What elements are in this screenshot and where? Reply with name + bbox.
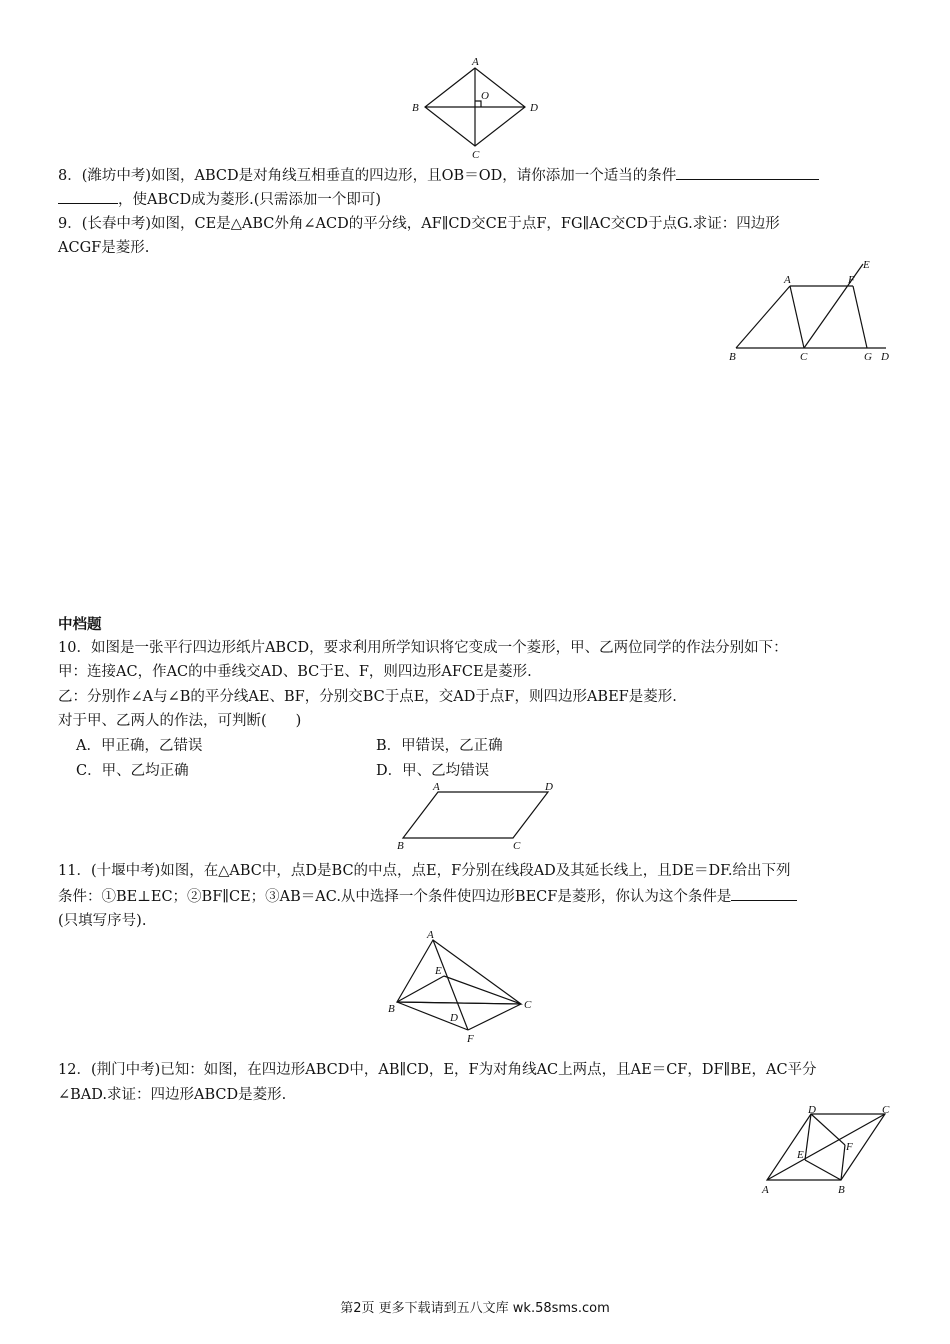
- rhombus-figure: [405, 55, 545, 160]
- q11-line2: 条件：①BE⊥EC；②BF∥CE；③AB＝AC.从中选择一个条件使四边形BECF是菱形，你认为这个条件是: [58, 886, 797, 907]
- label-b: B: [838, 1184, 845, 1196]
- label-f: F: [848, 274, 855, 286]
- q9-line2: ACGF是菱形.: [58, 240, 150, 256]
- label-d: D: [808, 1104, 816, 1116]
- label-c: C: [524, 999, 532, 1011]
- label-e: E: [797, 1149, 804, 1161]
- q12-line2: ∠BAD.求证：四边形ABCD是菱形.: [58, 1087, 287, 1103]
- q8-line2: ，使ABCD成为菱形.(只需添加一个即可): [58, 189, 381, 210]
- q10-line2: 甲：连接AC，作AC的中垂线交AD、BC于E、F，则四边形AFCE是菱形.: [58, 664, 532, 680]
- label-c: C: [882, 1104, 890, 1116]
- q11-line3: (只填写序号).: [58, 913, 147, 929]
- q10-option-d[interactable]: D．甲、乙均错误: [376, 763, 490, 779]
- q11-answer-blank[interactable]: [731, 886, 797, 901]
- label-d: D: [530, 102, 538, 114]
- section-title: 中档题: [58, 617, 102, 633]
- label-o: O: [481, 90, 489, 102]
- figure-q11: [383, 928, 543, 1043]
- q9-line1: 9．(长春中考)如图，CE是△ABC外角∠ACD的平分线，AF∥CD交CE于点F，FG∥AC交CD于点G.求证：四边形: [58, 216, 780, 232]
- q12-line1: 12．(荆门中考)已知：如图，在四边形ABCD中，AB∥CD，E，F为对角线AC上两点，且AE＝CF，DF∥BE，AC平分: [58, 1062, 817, 1078]
- label-e: E: [435, 965, 442, 977]
- q8-answer-blank-2[interactable]: [58, 189, 118, 204]
- label-b: B: [388, 1003, 395, 1015]
- label-d: D: [545, 781, 553, 793]
- label-b: B: [729, 351, 736, 363]
- q8-line1: 8．(潍坊中考)如图，ABCD是对角线互相垂直的四边形，且OB＝OD，请你添加一个适当的条件: [58, 165, 819, 186]
- label-f: F: [467, 1033, 474, 1045]
- label-e: E: [863, 259, 870, 271]
- figure-q10: [393, 780, 563, 850]
- q10-line3: 乙：分别作∠A与∠B的平分线AE、BF，分别交BC于点E，交AD于点F，则四边形ABEF是菱形.: [58, 689, 677, 705]
- q10-option-a[interactable]: A．甲正确，乙错误: [76, 738, 203, 754]
- label-c: C: [800, 351, 808, 363]
- label-a: A: [762, 1184, 769, 1196]
- q10-option-c[interactable]: C．甲、乙均正确: [76, 763, 189, 779]
- label-c: C: [472, 149, 480, 161]
- label-c: C: [513, 840, 521, 852]
- q10-line4: 对于甲、乙两人的作法，可判断( ): [58, 713, 302, 729]
- label-a: A: [427, 929, 434, 941]
- label-a: A: [784, 274, 791, 286]
- label-a: A: [433, 781, 440, 793]
- q10-option-b[interactable]: B．甲错误，乙正确: [376, 738, 503, 754]
- label-g: G: [864, 351, 872, 363]
- figure-q12: [757, 1100, 897, 1200]
- label-a: A: [472, 56, 479, 68]
- label-b: B: [412, 102, 419, 114]
- label-f: F: [846, 1141, 853, 1153]
- q11-line1: 11．(十堰中考)如图，在△ABC中，点D是BC的中点，点E，F分别在线段AD及其延长线上，且DE＝DF.给出下列: [58, 863, 791, 879]
- label-d: D: [450, 1012, 458, 1024]
- q10-line1: 10．如图是一张平行四边形纸片ABCD，要求利用所学知识将它变成一个菱形，甲、乙两位同学的作法分别如下：: [58, 640, 788, 656]
- page-footer: 第2页 更多下载请到五八文库 wk.58sms.com: [340, 1301, 610, 1316]
- figure-q9: [726, 256, 901, 366]
- label-d: D: [881, 351, 889, 363]
- label-b: B: [397, 840, 404, 852]
- q8-answer-blank-1[interactable]: [676, 165, 819, 180]
